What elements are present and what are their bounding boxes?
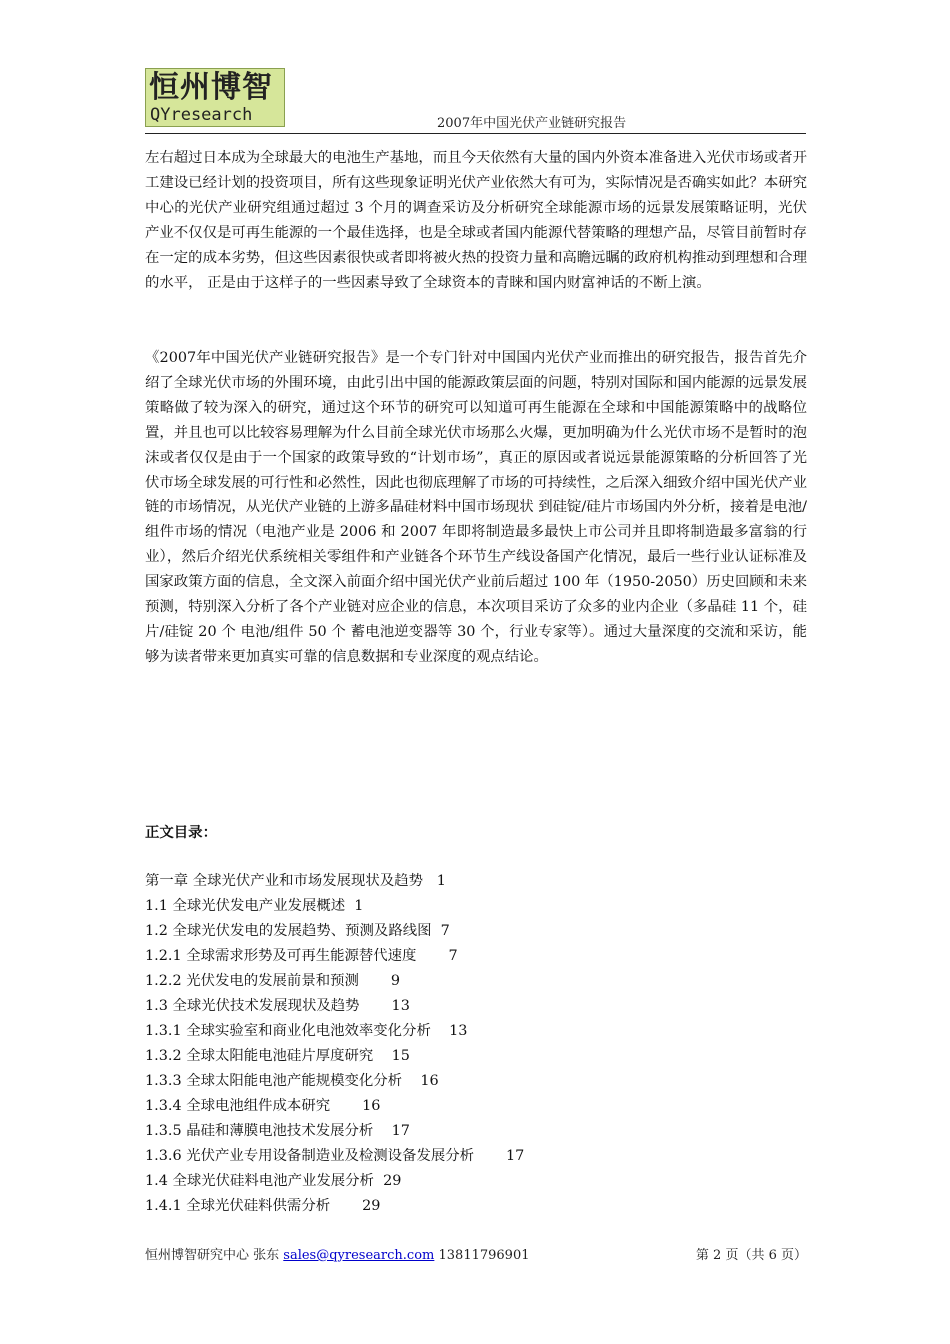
toc-item[interactable]: 1.3 全球光伏技术发展现状及趋势 13 xyxy=(145,998,410,1014)
toc-item[interactable]: 1.3.2 全球太阳能电池硅片厚度研究 15 xyxy=(145,1048,410,1064)
toc-item[interactable]: 1.3.5 晶硅和薄膜电池技术发展分析 17 xyxy=(145,1123,410,1139)
toc-item[interactable]: 1.3.6 光伏产业专用设备制造业及检测设备发展分析 17 xyxy=(145,1148,525,1164)
toc-item[interactable]: 1.1 全球光伏发电产业发展概述 1 xyxy=(145,898,364,914)
toc-item[interactable]: 1.3.1 全球实验室和商业化电池效率变化分析 13 xyxy=(145,1023,468,1039)
toc-item[interactable]: 1.4 全球光伏硅料电池产业发展分析 29 xyxy=(145,1173,402,1189)
page-footer xyxy=(145,1246,807,1266)
toc-item[interactable]: 1.4.1 全球光伏硅料供需分析 29 xyxy=(145,1198,381,1214)
qyresearch-logo xyxy=(145,68,285,127)
header-title: 2007年中国光伏产业链研究报告 xyxy=(437,116,627,131)
toc-item[interactable]: 1.2 全球光伏发电的发展趋势、预测及路线图 7 xyxy=(145,923,450,939)
paragraph-report-summary: 《2007年中国光伏产业链研究报告》是一个专门针对中国国内光伏产业而推出的研究报告，报告首先介绍了全球光伏市场的外围环境，由此引出中国的能源政策层面的问题，特别对国际和国内能源的远景发展策略做了较为深入的研究，通过这个环节的研究可以知道可再生能源在全球和中国能源策略中的战略位置，并且也可以比较容易理解为什么目前全球光伏市场那么火爆，更加明确为什么光伏市场不是暂时的泡沫或者仅仅是由于一个国家的政策导致的“计划市场”，真正的原因或者说远景能源策略的分析回答了光伏市场全球发展的可行性和必然性，因此也彻底理解了市场的可持续性，之后深入细致介绍中国光伏产业链的市场情况，从光伏产业链的上游多晶硅材料中国市场现状 到硅锭/硅片市场国内外分析，接着是电池/组件市场的情况（电池产业是 2006 和 2007 年即将制造最多最快上市公司并且即将制造最多富翁的行业），然后介绍光伏系统相关零组件和产业链各个环节生产线设备国产化情况，最后一些行业认证标准及国家政策方面的信息，全文深入前面介绍中国光伏产业前后超过 100 年（1950-2050）历史回顾和未来预测，特别深入分析了各个产业链对应企业的信息，本次项目采访了众多的业内企业（多晶硅 11 个，硅片/硅锭 20 个 电池/组件 50 个 蓄电池逆变器等 30 个，行业专家等）。通过大量深度的交流和采访，能够为读者带来更加真实可靠的信息数据和专业深度的观点结论。 xyxy=(145,350,807,665)
footer-org: 恒州博智研究中心 张东 xyxy=(145,1248,280,1263)
toc-item[interactable]: 1.3.3 全球太阳能电池产能规模变化分析 16 xyxy=(145,1073,439,1089)
toc-item[interactable]: 第一章 全球光伏产业和市场发展现状及趋势 1 xyxy=(145,873,446,889)
toc-heading: 正文目录： xyxy=(145,824,217,841)
logo-chinese-text: 恒州博智 xyxy=(149,70,273,105)
toc-item[interactable]: 1.3.4 全球电池组件成本研究 16 xyxy=(145,1098,381,1114)
header-divider xyxy=(145,133,806,134)
logo-english-text: QYresearch xyxy=(150,105,253,125)
footer-phone: 13811796901 xyxy=(438,1248,530,1263)
toc-item[interactable]: 1.2.2 光伏发电的发展前景和预测 9 xyxy=(145,973,401,989)
paragraph-intro: 左右超过日本成为全球最大的电池生产基地，而且今天依然有大量的国内外资本准备进入光伏市场或者开工建设已经计划的投资项目，所有这些现象证明光伏产业依然大有可为，实际情况是否确实如此？本研究中心的光伏产业研究组通过超过 3 个月的调查采访及分析研究全球能源市场的远景发展策略证明，光伏产业不仅仅是可再生能源的一个最佳选择，也是全球或者国内能源代替策略的理想产品，尽管目前暂时存在一定的成本劣势，但这些因素很快或者即将被火热的投资力量和高瞻远瞩的政府机构推动到理想和合理的水平， 正是由于这样子的一些因素导致了全球资本的青睐和国内财富神话的不断上演。 xyxy=(145,150,807,291)
page-number: 第 2 页（共 6 页） xyxy=(695,1248,807,1263)
table-of-contents xyxy=(145,869,524,1219)
footer-email-link[interactable]: sales@qyresearch.com xyxy=(283,1248,435,1263)
toc-item[interactable]: 1.2.1 全球需求形势及可再生能源替代速度 7 xyxy=(145,948,458,964)
